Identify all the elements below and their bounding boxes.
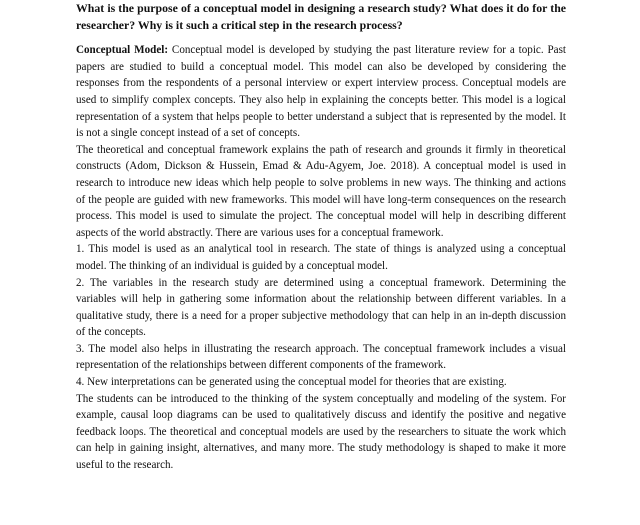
- use-item-2: 2. The variables in the research study are determined using a conceptual framework. Determining the variables will help in gathering some information about the relationship between different variables. In a qualitative study, there is a need for a proper subjective methodology that can help in an in-depth discussion of the concepts.: [76, 276, 566, 339]
- document-page: [76, 0, 566, 474]
- use-item-1: 1. This model is used as an analytical tool in research. The state of things is analyzed using a conceptual model. The thinking of an individual is guided by a conceptual model.: [76, 243, 566, 272]
- question-heading: What is the purpose of a conceptual model in designing a research study? What does it do for the researcher? Why is it such a critical step in the research process?: [76, 1, 566, 32]
- framework-paragraph: The theoretical and conceptual framework explains the path of research and grounds it firmly in theoretical constructs (Adom, Dickson & Hussein, Emad & Adu-Agyem, Joe. 2018). A conceptual model is used in research to introduce new ideas which help people to solve problems in new ways. The thinking and actions of the people are guided with new frameworks. This model will have long-term consequences on the research process. This model is used to simulate the project. The conceptual model will help in describing different aspects of the world abstractly. There are various uses for a conceptual framework.: [76, 143, 566, 239]
- use-item-3: 3. The model also helps in illustrating the research approach. The conceptual framework includes a visual representation of the relationships between different components of the framework.: [76, 342, 566, 372]
- intro-paragraph: [76, 42, 566, 142]
- intro-label: Conceptual Model:: [76, 44, 169, 57]
- conclusion-paragraph: The students can be introduced to the thinking of the system conceptually and modeling of the system. For example, causal loop diagrams can be used to qualitatively discuss and identify the positive and negative feedback loops. The theoretical and conceptual models are used by the researchers to situate the work which can help in gaining insight, alternatives, and many more. The study methodology is shaped to make it more useful to the research.: [76, 392, 566, 472]
- intro-text: Conceptual model is developed by studying the past literature review for a topic. Past papers are studied to build a conceptual model. This model can also be developed by considering the responses from the respondents of a personal interview or expert interview process. Conceptual models are used to simplify complex concepts. They also help in explaining the concepts better. This model is a logical representation of a system that helps people to better understand a subject that is represented by the model. It is not a single concept instead of a set of concepts.: [76, 44, 567, 140]
- use-item-4: 4. New interpretations can be generated using the conceptual model for theories that are existing.: [76, 376, 507, 389]
